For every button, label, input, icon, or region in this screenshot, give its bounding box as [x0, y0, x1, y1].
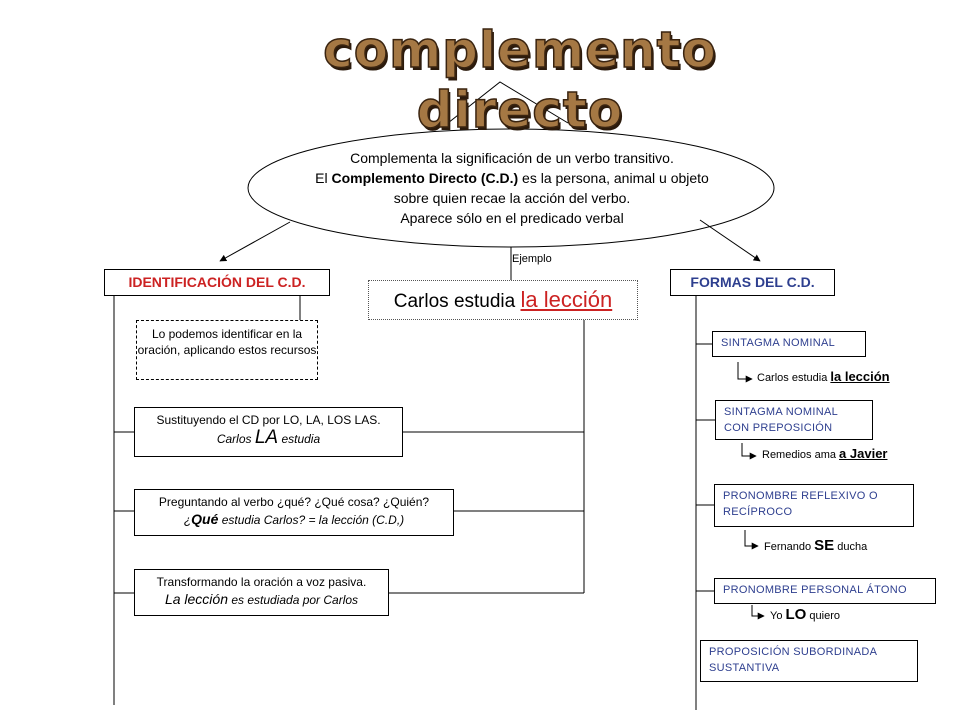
definition-text	[272, 148, 752, 232]
method-substitution: Sustituyendo el CD por LO, LA, LOS LAS. Carlos LA estudia	[134, 407, 403, 457]
example-label: Ejemplo	[512, 253, 552, 265]
form-sintagma-preposicion: SINTAGMA NOMINAL CON PREPOSICIÓN	[715, 400, 873, 440]
form-example-3: Fernando SE ducha	[764, 537, 868, 554]
form-proposicion-subordinada: PROPOSICIÓN SUBORDINADA SUSTANTIVA	[700, 640, 918, 682]
identification-heading: IDENTIFICACIÓN DEL C.D.	[104, 269, 330, 296]
method-question: Preguntando al verbo ¿qué? ¿Qué cosa? ¿Quién? ¿Qué estudia Carlos? = la lección (C.D,)	[134, 489, 454, 536]
identification-intro: Lo podemos identificar en la oración, aplicando estos recursos	[136, 320, 318, 380]
definition-line-2: El Complemento Directo (C.D.) es la persona, animal u objeto	[315, 170, 709, 186]
form-pronombre-atono: PRONOMBRE PERSONAL ÁTONO	[714, 578, 936, 604]
form-example-1: Carlos estudia la lección	[757, 369, 890, 384]
form-pronombre-reflexivo: PRONOMBRE REFLEXIVO O RECÍPROCO	[714, 484, 914, 527]
form-example-2: Remedios ama a Javier	[762, 446, 888, 461]
form-example-4: Yo LO quiero	[770, 606, 840, 623]
example-sentence: Carlos estudia la lección	[368, 280, 638, 320]
definition-line-3: sobre quien recae la acción del verbo.	[393, 190, 631, 206]
forms-heading: FORMAS DEL C.D.	[670, 269, 835, 296]
diagram-title: complemento directo	[323, 21, 717, 139]
definition-line-4: Aparece sólo en el predicado verbal	[400, 210, 624, 226]
method-passive: Transformando la oración a voz pasiva. La lección es estudiada por Carlos	[134, 569, 389, 616]
definition-line-1: Complementa la significación de un verbo transitivo.	[350, 150, 674, 166]
form-sintagma-nominal: SINTAGMA NOMINAL	[712, 331, 866, 357]
example-highlight: la lección	[520, 287, 613, 312]
